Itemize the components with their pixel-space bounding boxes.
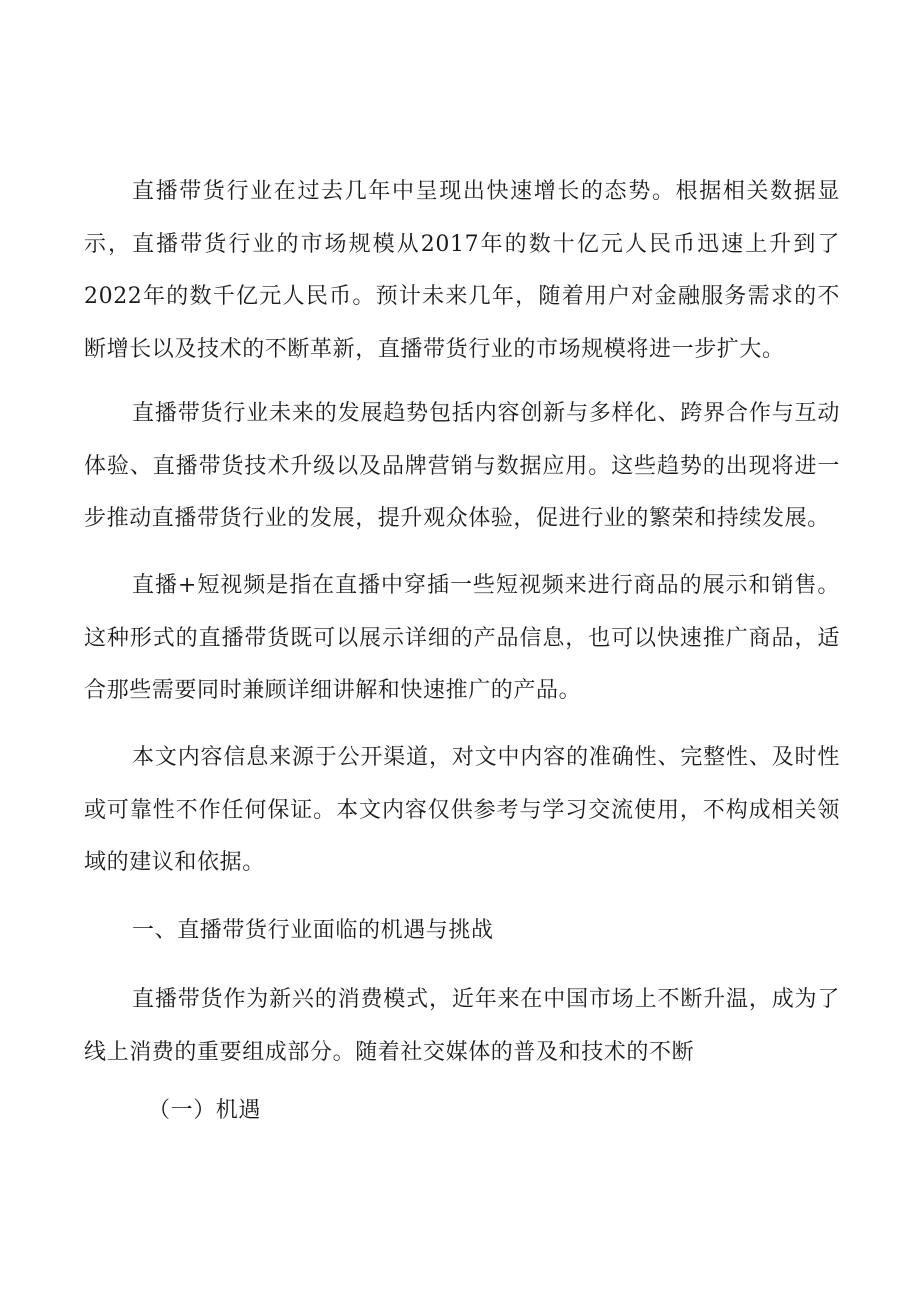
paragraph-live-short-video: 直播+短视频是指在直播中穿插一些短视频来进行商品的展示和销售。这种形式的直播带货既可以展示详细的产品信息，也可以快速推广商品，适合那些需要同时兼顾详细讲解和快速推广的产品。	[84, 573, 840, 703]
paragraph-section-intro: 直播带货作为新兴的消费模式，近年来在中国市场上不断升温，成为了线上消费的重要组成部分。随着社交媒体的普及和技术的不断	[84, 987, 840, 1065]
paragraph-disclaimer: 本文内容信息来源于公开渠道，对文中内容的准确性、完整性、及时性或可靠性不作任何保证。本文内容仅供参考与学习交流使用，不构成相关领域的建议和依据。	[84, 745, 840, 875]
subsection-heading: （一）机遇	[148, 1098, 262, 1123]
section-heading: 一、直播带货行业面临的机遇与挑战	[132, 918, 494, 943]
paragraph-future-trends: 直播带货行业未来的发展趋势包括内容创新与多样化、跨界合作与互动体验、直播带货技术升级以及品牌营销与数据应用。这些趋势的出现将进一步推动直播带货行业的发展，提升观众体验，促进行业的繁荣和持续发展。	[84, 401, 840, 531]
paragraph-market-growth: 直播带货行业在过去几年中呈现出快速增长的态势。根据相关数据显示，直播带货行业的市场规模从2017年的数十亿元人民币迅速上升到了2022年的数千亿元人民币。预计未来几年，随着用户对金融服务需求的不断增长以及技术的不断革新，直播带货行业的市场规模将进一步扩大。	[84, 179, 840, 362]
